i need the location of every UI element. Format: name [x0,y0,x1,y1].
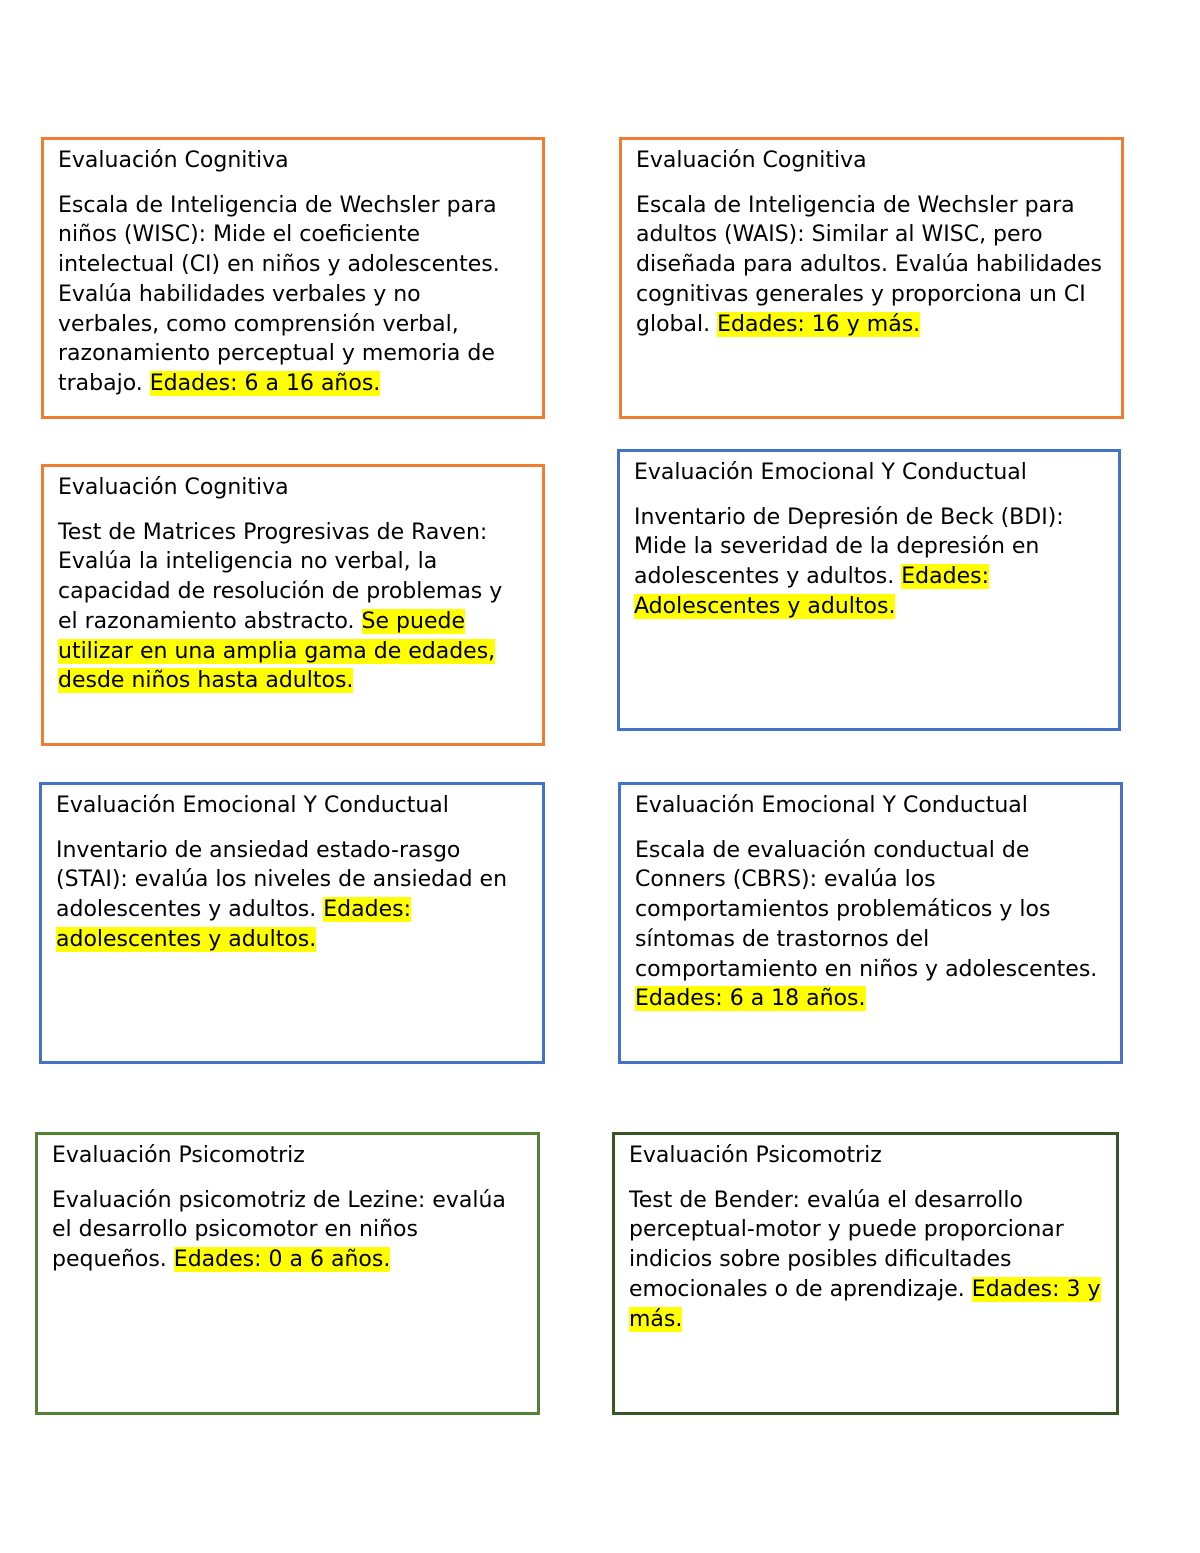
card-text: Escala de Inteligencia de Wechsler para niños (WISC): Mide el coeficiente intelectual (CI) en niños y adolescentes. Evalúa habilidades verbales y no verbales, como comprensión verbal, razonamiento perceptual y memoria de trabajo. [58,192,500,396]
card-text: Inventario de ansiedad estado-rasgo (STAI): evalúa los niveles de ansiedad en adolescentes y adultos. [56,837,508,923]
card-category: Evaluación Cognitiva [58,475,289,500]
card-category: Evaluación Cognitiva [58,148,289,173]
age-highlight: Edades: adolescentes y adultos. [56,897,411,952]
age-highlight: Edades: 0 a 6 años. [173,1247,391,1273]
age-highlight: Se puede utilizar en una amplia gama de edades, desde niños hasta adultos. [58,608,496,694]
card-category: Evaluación Cognitiva [636,148,867,173]
card-description [629,1186,1102,1335]
age-highlight: Edades: 6 a 18 años. [635,986,866,1012]
card-stai [39,782,545,1064]
card-raven [41,464,545,746]
card-category: Evaluación Emocional Y Conductual [634,460,1027,485]
card-lezine [35,1132,540,1415]
card-wais [619,137,1124,419]
card-category: Evaluación Emocional Y Conductual [56,793,449,818]
card-description [56,836,528,955]
card-bdi [617,449,1121,731]
age-highlight: Edades: Adolescentes y adultos. [634,564,989,619]
card-description [58,518,528,696]
card-description [52,1186,523,1275]
card-conners [618,782,1123,1064]
card-category: Evaluación Emocional Y Conductual [635,793,1028,818]
card-wisc [41,137,545,419]
card-text: Test de Bender: evalúa el desarrollo perceptual-motor y puede proporcionar indicios sobre posibles dificultades emocionales o de aprendizaje. [629,1187,1064,1302]
card-description [58,191,528,399]
card-text: Evaluación psicomotriz de Lezine: evalúa el desarrollo psicomotor en niños pequeños. [52,1187,506,1273]
card-text: Inventario de Depresión de Beck (BDI): Mide la severidad de la depresión en adolescentes y adultos. [634,504,1064,590]
age-highlight: Edades: 6 a 16 años. [149,370,381,396]
card-text: Escala de evaluación conductual de Conners (CBRS): evalúa los comportamientos problemáticos y los síntomas de trastornos del comportamiento en niños y adolescentes. [635,837,1098,982]
card-text: Escala de Inteligencia de Wechsler para adultos (WAIS): Similar al WISC, pero diseñada para adultos. Evalúa habilidades cognitivas generales y proporciona un CI global. [636,192,1103,337]
card-bender [612,1132,1119,1415]
card-text: Test de Matrices Progresivas de Raven: Evalúa la inteligencia no verbal, la capacidad de resolución de problemas y el razonamiento abstracto. [58,519,503,634]
age-highlight: Edades: 3 y más. [629,1276,1101,1332]
card-description [635,836,1106,1014]
card-category: Evaluación Psicomotriz [629,1143,882,1168]
age-highlight: Edades: 16 y más. [717,311,921,337]
card-description [636,191,1107,340]
card-description [634,503,1104,622]
card-category: Evaluación Psicomotriz [52,1143,305,1168]
